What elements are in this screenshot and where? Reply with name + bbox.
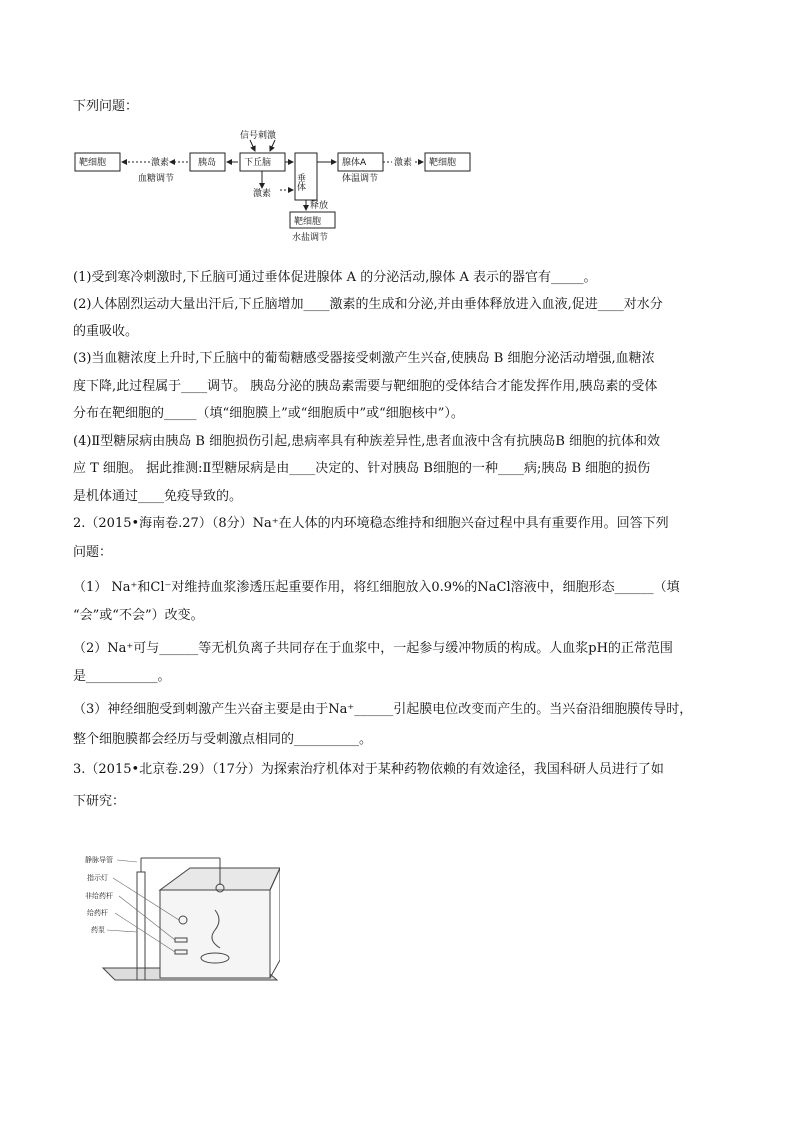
q2-line-1: 2.（2015•海南卷.27）（8分）Na⁺在人体的内环境稳态维持和细胞兴奋过程中具有重要作用。回答下列 [73, 516, 669, 531]
islet-box: 胰岛 [198, 158, 217, 168]
q2-line-3: （1） Na⁺和Cl⁻对维持血浆渗透压起重要作用，将红细胞放入0.9%的NaCl溶液中，细胞形态______（填 [73, 580, 680, 595]
q1-line-7: (4)Ⅱ型糖尿病由胰岛 B 细胞损伤引起,患病率具有种族差异性,患者血液中含有抗胰岛B 细胞的抗体和效 [73, 434, 661, 449]
target-cell-right: 靶细胞 [429, 158, 457, 168]
q2-line-4: “会”或“不会”）改变。 [73, 608, 204, 623]
q1-line-1: (1)受到寒冷刺激时,下丘脑可通过垂体促进腺体 A 的分泌活动,腺体 A 表示的器官有_____。 [73, 270, 597, 285]
q1-line-5: 度下降,此过程属于____调节。 胰岛分泌的胰岛素需要与靶细胞的受体结合才能发挥作用,胰岛素的受体 [73, 379, 658, 394]
hormone-label-left: 激素 [151, 158, 170, 168]
q1-line-4: (3)当血糖浓度上升时,下丘脑中的葡萄糖感受器接受刺激产生兴奋,使胰岛 B 细胞分泌活动增强,血糖浓 [73, 351, 655, 366]
apparatus-label-nondrug-lever: 非给药杆 [85, 892, 113, 900]
q2-line-7: （3）神经细胞受到刺激产生兴奋主要是由于Na⁺______引起膜电位改变而产生的。当兴奋沿细胞膜传导时， [73, 702, 693, 717]
q2-line-2: 问题： [73, 545, 113, 560]
q1-line-8: 应 T 细胞。 据此推测:Ⅱ型糖尿病是由____决定的、针对胰岛 B细胞的一种____病;胰岛 B 细胞的损伤 [73, 461, 651, 476]
pituitary-box: 垂体 [295, 173, 305, 191]
apparatus-label-drug-lever: 给药杆 [87, 909, 108, 917]
q3-line-2: 下研究： [73, 794, 126, 809]
gland-a-box: 腺体A [342, 158, 367, 168]
apparatus-label-catheter: 静脉导管 [85, 856, 113, 864]
intro-text: 下列问题： [73, 99, 139, 114]
hypothalamus-box: 下丘脑 [244, 158, 272, 168]
hormone-label-right: 激素 [394, 158, 413, 168]
blood-sugar-regulation: 血糖调节 [138, 174, 175, 184]
release-label: 释放 [310, 201, 329, 211]
q1-line-6: 分布在靶细胞的_____（填“细胞膜上”或“细胞质中”或“细胞核中”）。 [73, 406, 464, 421]
apparatus-label-pump: 药泵 [91, 926, 105, 934]
apparatus-label-indicator: 指示灯 [87, 874, 108, 882]
water-salt-regulation: 水盐调节 [292, 233, 329, 243]
q1-line-3: 的重吸收。 [73, 324, 139, 339]
hormone-regulation-diagram [70, 128, 480, 246]
drug-apparatus-illustration [85, 850, 280, 990]
q1-line-2: (2)人体剧烈运动大量出汗后,下丘脑增加____激素的生成和分泌,并由垂体释放进入血液,促进____对水分 [73, 297, 663, 312]
q2-line-5: （2）Na⁺可与______等无机负离子共同存在于血浆中，一起参与缓冲物质的构成。人血浆pH的正常范围 [73, 641, 673, 656]
q2-line-6: 是___________。 [73, 669, 171, 684]
temperature-regulation: 体温调节 [342, 174, 379, 184]
q2-line-8: 整个细胞膜都会经历与受刺激点相同的__________。 [73, 732, 373, 747]
target-cell-left: 靶细胞 [79, 158, 107, 168]
signal-stimulus: 信号刺激 [240, 131, 277, 141]
q3-line-1: 3.（2015•北京卷.29）（17分）为探索治疗机体对于某种药物依赖的有效途径，我国科研人员进行了如 [73, 762, 664, 777]
target-cell-bottom: 靶细胞 [294, 217, 322, 227]
hormone-label-mid: 激素 [253, 189, 272, 199]
q1-line-9: 是机体通过____免疫导致的。 [73, 489, 243, 504]
